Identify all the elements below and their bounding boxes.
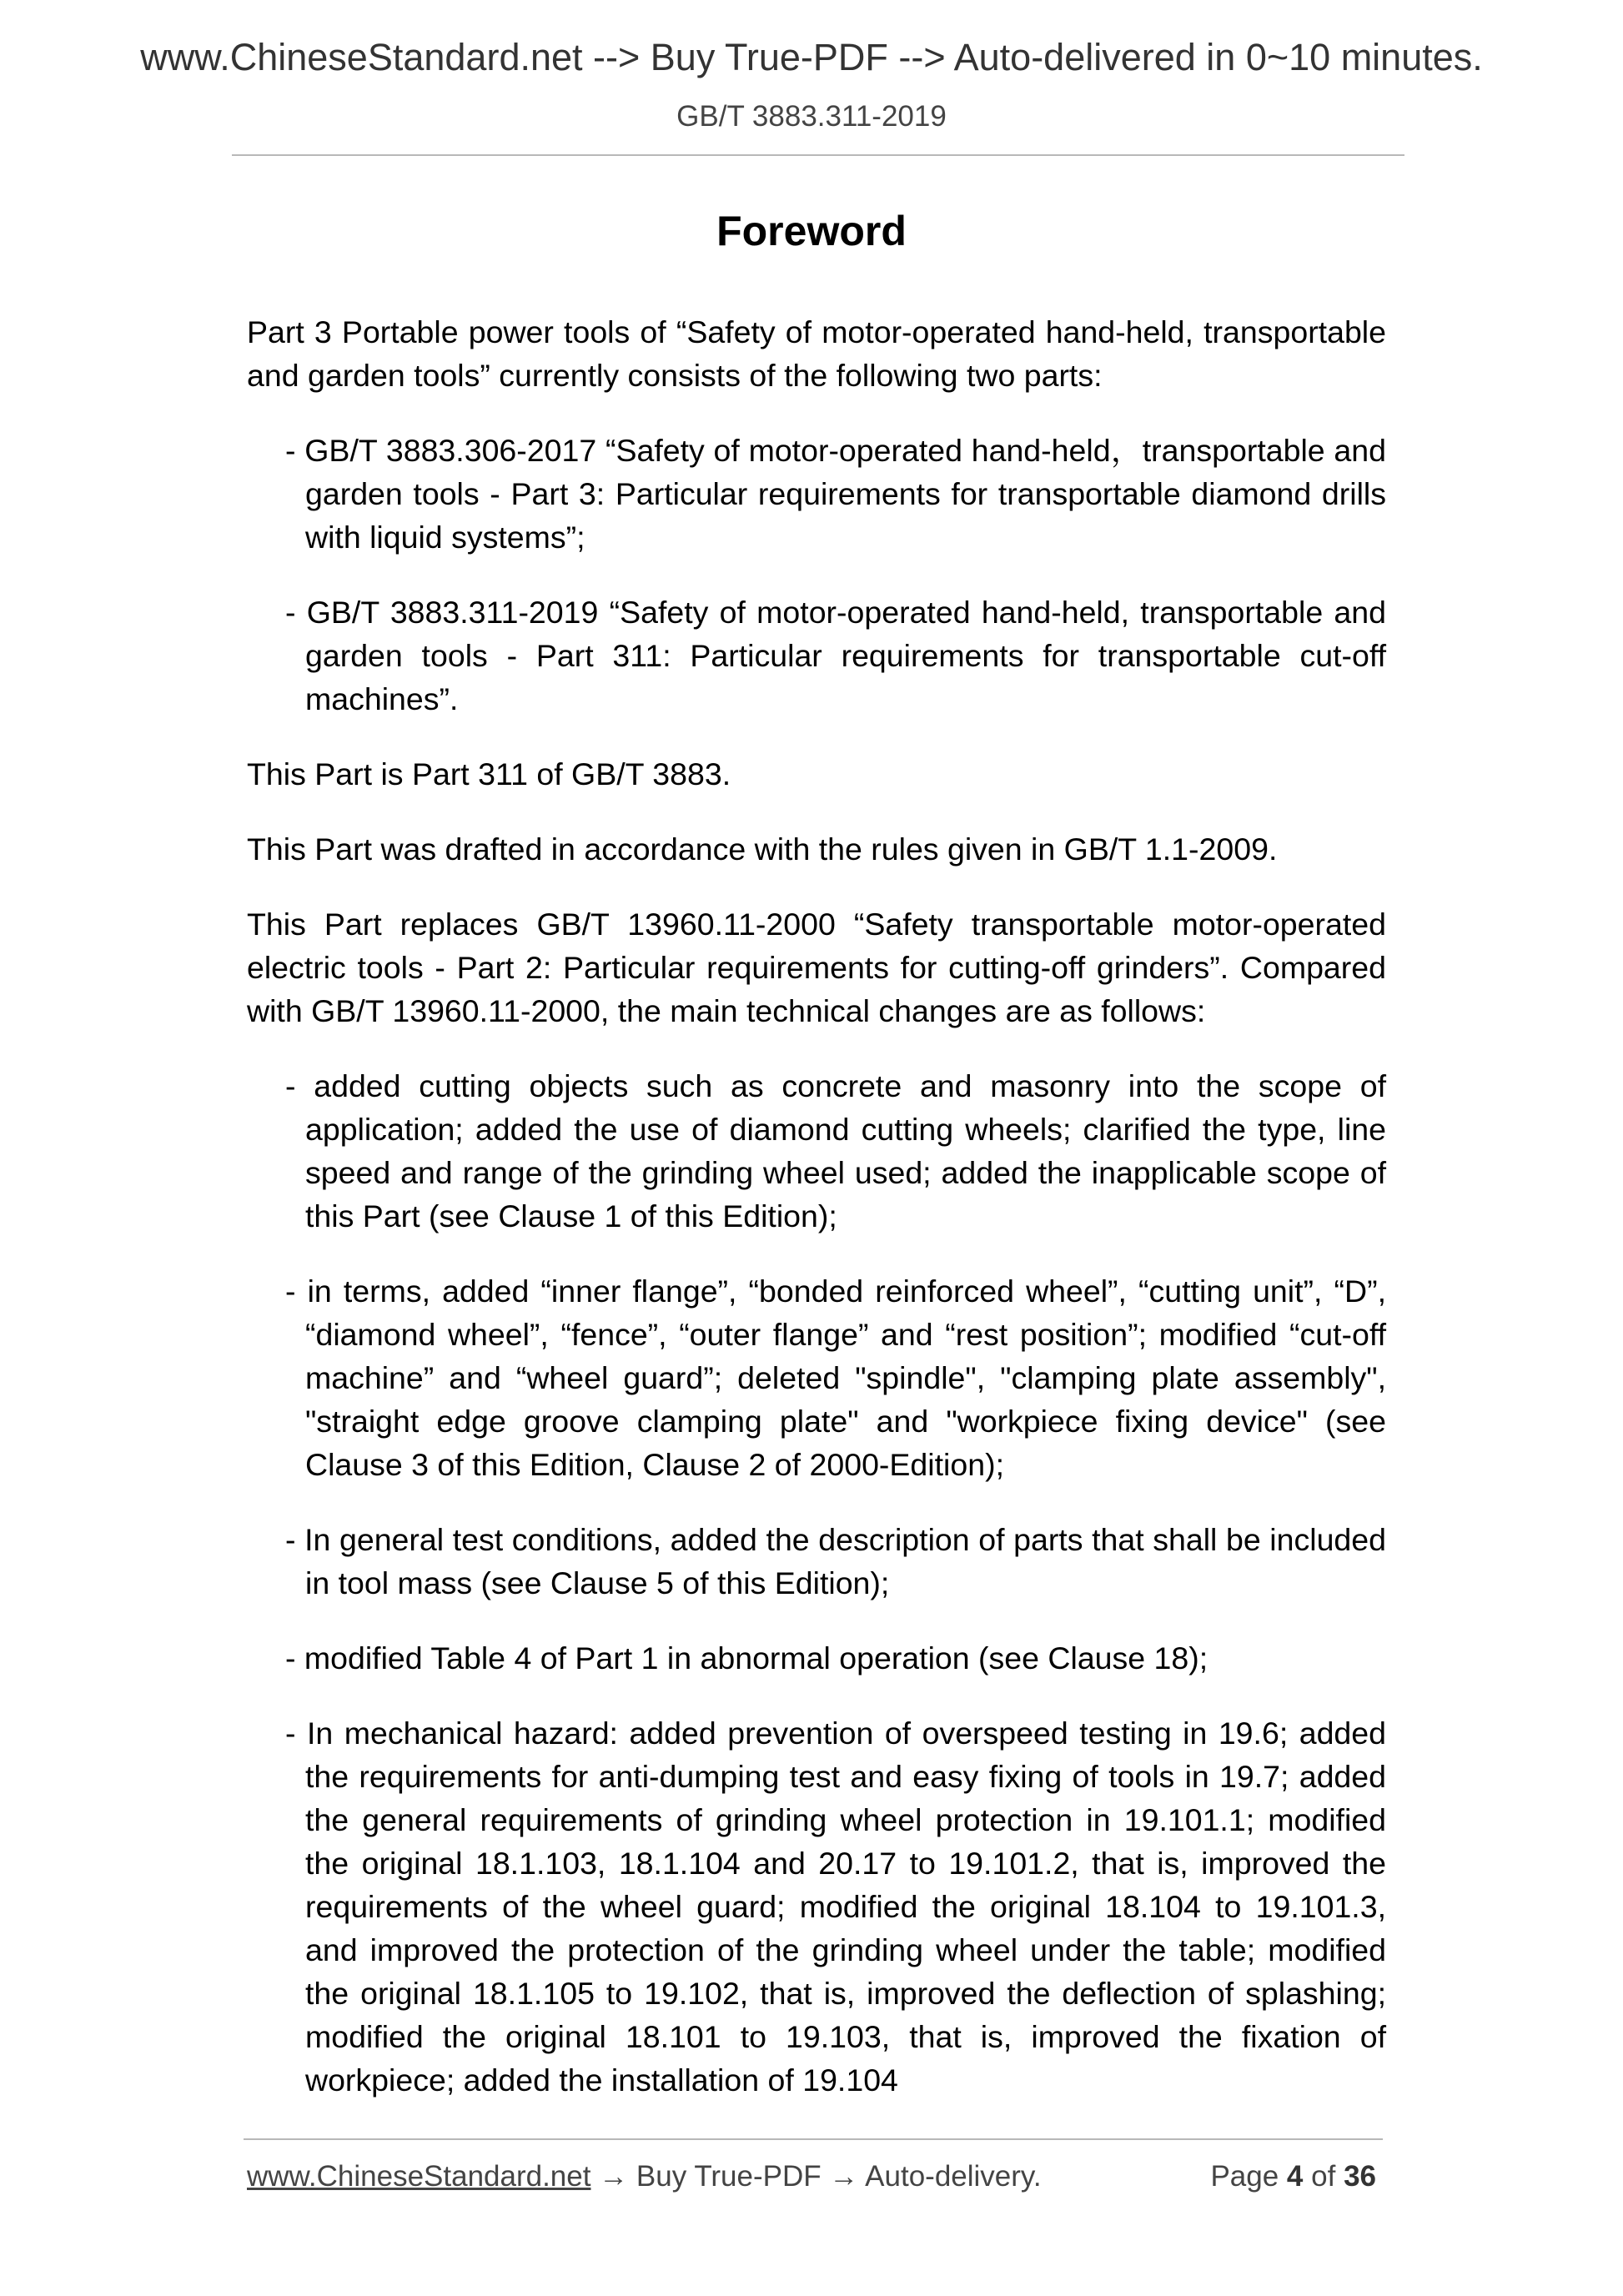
list-item: - in terms, added “inner flange”, “bonded reinforced wheel”, “cutting unit”, “D”, “diamond wheel”, “fence”, “outer flange” and “rest position”; modified “cut-off machine” and “wheel guard”; deleted "spindle", "clamping plate assembly", "straight edge groove clamping plate" and "workpiece fixing device" (see Clause 3 of this Edition, Clause 2 of 2000-Edition);: [285, 1274, 1386, 1482]
list-item: - modified Table 4 of Part 1 in abnormal operation (see Clause 18);: [285, 1640, 1208, 1676]
page-footer: [247, 2160, 1386, 2202]
page-total: 36: [1344, 2160, 1376, 2193]
top-banner: www.ChineseStandard.net --> Buy True-PDF --> Auto-delivered in 0~10 minutes.: [140, 36, 1483, 78]
list-item: - In general test conditions, added the description of parts that shall be included in tool mass (see Clause 5 of this Edition);: [285, 1522, 1386, 1600]
footer-website-link[interactable]: www.ChineseStandard.net: [247, 2160, 591, 2193]
replacement-paragraph: This Part replaces GB/T 13960.11-2000 “Safety transportable motor-operated electric tools - Part 2: Particular requirements for cutting-off grinders”. Compared with GB/T 13960.11-2000, the main technical changes are as follows:: [247, 907, 1386, 1028]
header-divider: [232, 154, 1404, 156]
document-body: [247, 310, 1386, 2133]
footer-left: [247, 2160, 1042, 2193]
list-item: - added cutting objects such as concrete and masonry into the scope of application; added the use of diamond cutting wheels; clarified the type, line speed and range of the grinding wheel used; added the inapplicable scope of this Part (see Clause 1 of this Edition);: [285, 1068, 1386, 1233]
list-item: - GB/T 3883.311-2019 “Safety of motor-operated hand-held, transportable and garden tools - Part 311: Particular requirements for transportable cut-off machines”.: [285, 595, 1386, 716]
page-indicator: [1210, 2160, 1376, 2193]
intro-paragraph: Part 3 Portable power tools of “Safety of motor-operated hand-held, transportable and garden tools” currently consists of the following two parts:: [247, 314, 1386, 393]
page-current: 4: [1286, 2160, 1304, 2193]
drafting-paragraph: This Part was drafted in accordance with the rules given in GB/T 1.1-2009.: [247, 831, 1278, 867]
standard-number: GB/T 3883.311-2019: [676, 100, 947, 133]
page-label: Page: [1210, 2160, 1279, 2193]
page-of-label: of: [1311, 2160, 1336, 2193]
footer-divider: [244, 2138, 1383, 2140]
page-title: Foreword: [716, 208, 907, 254]
footer-tagline: → Buy True-PDF → Auto-delivery.: [590, 2160, 1042, 2193]
list-item: - In mechanical hazard: added prevention of overspeed testing in 19.6; added the requirements for anti-dumping test and easy fixing of tools in 19.7; added the general requirements of grinding wheel protection in 19.101.1; modified the original 18.1.103, 18.1.104 and 20.17 to 19.101.2, that is, improved the requirements of the wheel guard; modified the original 18.104 to 19.101.3, and improved the protection of the grinding wheel under the table; modified the original 18.1.105 to 19.102, that is, improved the deflection of splashing; modified the original 18.101 to 19.103, that is, improved the fixation of workpiece; added the installation of 19.104: [285, 1716, 1386, 2098]
list-item: - GB/T 3883.306-2017 “Safety of motor-operated hand-held，transportable and garden tools - Part 3: Particular requirements for transportable diamond drills with liquid systems”;: [285, 433, 1386, 555]
part-number-paragraph: This Part is Part 311 of GB/T 3883.: [247, 756, 731, 791]
